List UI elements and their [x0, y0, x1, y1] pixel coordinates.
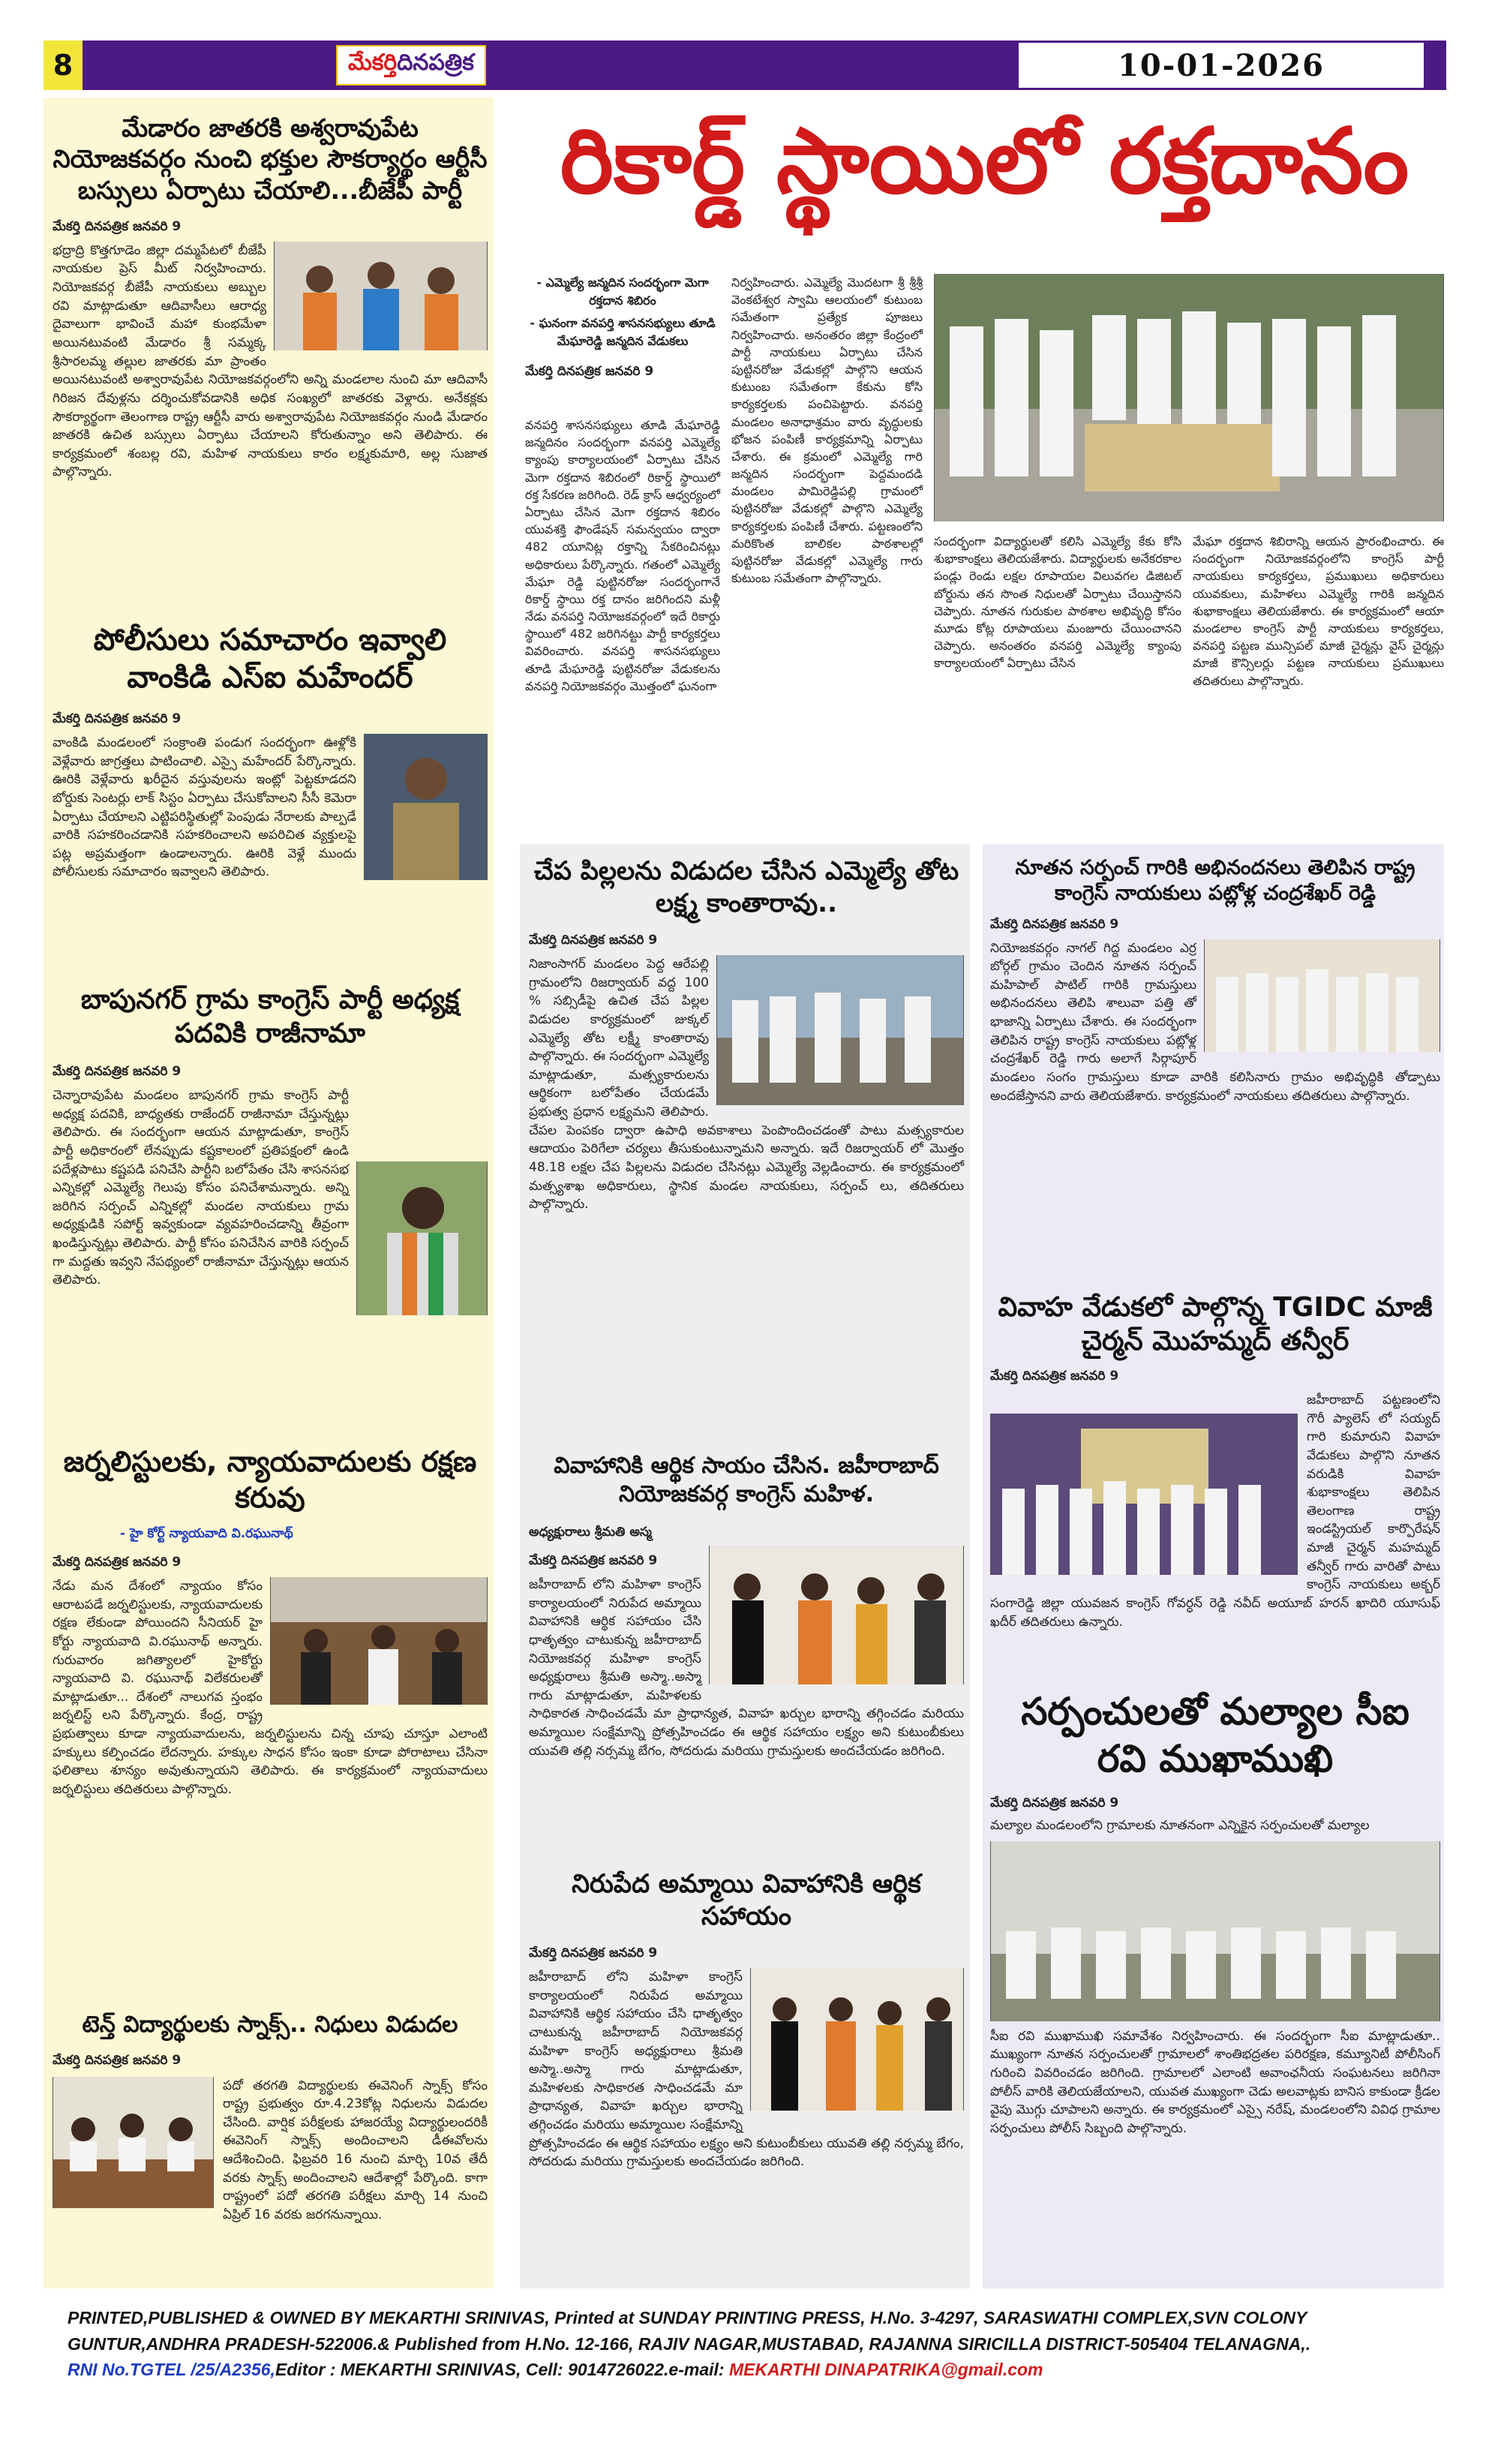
story-fish-headline: చేప పిల్లలను విడుదల చేసిన ఎమ్మెల్యే తోట లక్ష్మ కాంతారావు..: [533, 856, 959, 918]
main-body-col4: మేఘా రక్తదాన శిబిరాన్ని ఆయన ప్రారంభించారు. ఈ సందర్భంగా నియోజకవర్గంలోని కాంగ్రెస్ పార్టీ నాయకులు కార్యకర్తలు, ప్రముఖులు అధికారులు యువకులు, మహిళలు ఎమ్మెల్యే గారికి జన్మదిన శుభాకాంక్షలు తెలియజేశారు. ఈ కార్యక్రమంలో ఆయా మండలాల కాంగ్రెస్ పార్టీ నాయకులు కార్యకర్తలు, వనపర్తి పట్టణ మున్సిపల్ మాజీ చైర్మన్లు వైస్ చైర్మన్లు మాజీ కౌన్సిలర్లు పట్టణ నాయకులు ప్రముఖులు తదితరులు పాల్గొన్నారు.: [1193, 534, 1444, 688]
story-journalists-photo: [270, 1577, 488, 1705]
story-fish-photo: [716, 955, 964, 1105]
masthead-left: మేకర్తి: [348, 50, 398, 76]
story-medaram-headline: మేడారం జాతరకి అశ్వరావుపేట నియోజకవర్గం నుంచి భక్తుల సౌకర్యార్థం ఆర్టీసీ బస్సులు ఏర్పాటు చేయాలి...బీజేపీ పార్టీ: [53, 113, 488, 205]
story-tgidc-body: జహీరాబాద్ పట్టణంలోని గౌరీ ప్యాలెస్ లో సయ్యద్ గారి కుమారుని వివాహ వేడుకలు పాల్గొని నూతన వరుడికి వివాహ శుభాకాంక్షలు తెలిపిన తెలంగాణ రాష్ట్ర ఇండస్ట్రియల్ కార్పొరేషన్ మాజీ చైర్మన్ మహమ్మద్ తన్వీర్ గారు వారితో పాటు కాంగ్రెస్ నాయకులు అక్బర్ సంగారెడ్డి జిల్లా యువజన కాంగ్రెస్ గోవర్ధన్ రెడ్డి నవీద్ అయూబ్ హరన్ ఖాదిరి యూసుఫ్ ఖదీర్ తదితరులు ఉన్నారు.: [990, 1393, 1440, 1630]
imprint-line-3: [68, 2357, 1425, 2383]
story-marriage-aid-headline: వివాహానికి ఆర్థిక సాయం చేసిన. జహీరాబాద్ నియోజకవర్గ కాంగ్రెస్ మహిళ.: [554, 1453, 939, 1507]
photo-placeholder-icon: [53, 2077, 213, 2208]
story-tgidc: [990, 1291, 1440, 1631]
imprint-line-1: PRINTED,PUBLISHED & OWNED BY MEKARTHI SRINIVAS, Printed at SUNDAY PRINTING PRESS, H.No. 3-4297, SARASWATHI COMPLEX,SVN COLONY: [68, 2308, 1307, 2327]
story-marriage-aid-photo: [709, 1546, 964, 1684]
story-medaram-byline: మేకర్తి దినపత్రిక జనవరి 9: [53, 218, 182, 234]
story-poor-girl-photo: [750, 1968, 964, 2111]
story-marriage-aid-byline: మేకర్తి దినపత్రిక జనవరి 9: [529, 1553, 658, 1568]
photo-placeholder-icon: [991, 1414, 1297, 1575]
photo-placeholder-icon: [991, 1841, 1439, 2021]
story-ci-ravi-byline: మేకర్తి దినపత్రిక జనవరి 9: [990, 1795, 1119, 1810]
story-marriage-aid-body: జహీరాబాద్ లోని మహిళా కాంగ్రెస్ కార్యాలయంలో నిరుపేద అమ్మాయి వివాహానికి ఆర్థిక సహాయం చేసి ధాతృత్వం చాటుకున్న జహీరాబాద్ నియోజకవర్గ మహిళా కాంగ్రెస్ అధ్యక్షురాలు శ్రీమతి అస్మా..అస్మా గారు మాట్లాడుతూ, మహిళలకు సాధికారత సాధించడమే మా ప్రాధాన్యత, వివాహ ఖర్చుల భారాన్ని తగ్గించడం మరియు అమ్మాయిల సంక్షేమాన్ని ప్రోత్సహించడం ఈ ఆర్థిక సహాయం లక్ష్యం అని కుటుంబీకులు యువతి తల్లి నర్సమ్మ బేగం, సోదరుడు మరియు గ్రామస్తులకు అందచేయడం జరిగింది.: [529, 1577, 964, 1759]
story-journalists: [53, 1444, 488, 1799]
story-police: [53, 621, 488, 886]
main-headline: రికార్డ్ స్థాయిలో రక్తదానం: [560, 110, 1409, 214]
masthead-logo: [336, 45, 486, 86]
masthead-right: దినపత్రిక: [397, 50, 474, 76]
story-tgidc-byline: మేకర్తి దినపత్రిక జనవరి 9: [990, 1369, 1119, 1384]
story-marriage-aid: [529, 1452, 964, 1760]
story-medaram: [53, 113, 488, 482]
story-sarpanch-greetings-body: నియోజకవర్గం నాగల్ గిద్ద మండలం ఎర్ర బోర్గల్ గ్రామం చెందిన నూతన సర్పంచ్ మహిపాల్ పాటిల్ గారికి గ్రామస్తులు అభినందనలు తెలిపి శాలువా పత్తి తో భాజాన్ని ఏర్పాటు చేశారు. ఈ సందర్భంగా తెలిపిన రాష్ట్ర కాంగ్రెస్ నాయకులు పట్లోళ్ల చంద్రశేఖర్ రెడ్డి గారు అలాగే సిర్గాపూర్ మండలం సంగం గ్రామస్తులు కూడా వారికి కలిసినారు గ్రామం అభివృద్ధికి తోడ్పాటు అందజేస్తానని వారు తెలియజేశారు. కార్యక్రమంలో నాయకులు తదితరులు పాల్గొన్నారు.: [990, 940, 1440, 1104]
story-medaram-photo: [274, 242, 488, 350]
story-journalists-byline: మేకర్తి దినపత్రిక జనవరి 9: [53, 1555, 182, 1570]
rni-number: RNI No.TGTEL /25/A2356,: [68, 2360, 275, 2379]
story-ci-ravi-lead: మల్యాల మండలంలోని గ్రామాలకు నూతనంగా ఎన్నికైన సర్పంచులతో మల్యాల: [990, 1818, 1370, 1833]
story-ci-ravi-headline: సర్పంచులతో మల్యాల సీఐ రవి ముఖాముఖి: [1021, 1690, 1409, 1780]
story-sarpanch-greetings-photo: [1204, 939, 1440, 1052]
story-tgidc-headline: వివాహ వేడుకలో పాల్గొన్న TGIDC మాజీ చైర్మన్ మొహమ్మద్ తన్వీర్: [998, 1292, 1433, 1357]
story-fish-byline: మేకర్తి దినపత్రిక జనవరి 9: [529, 933, 658, 948]
main-body-col3: సందర్భంగా విద్యార్థులతో కలిసి ఎమ్మెల్యే కేకు కోసి శుభాకాంక్షలు తెలియజేశారు. విద్యార్థులకు అనేకరకాల పండ్లు రెండు లక్షల రూపాయల విలువగల డిజిటల్ బోర్డును తన సొంత నిధులతో ఏర్పాటు చేయిస్తానని చెప్పారు. నూతన గురుకుల పాఠశాల అభివృద్ధి కోసం మూడు కోట్ల రూపాయలు మంజూరు చేయించానని చెప్పారు. అనంతరం వనపర్తి ఎమ్మెల్యే క్యాంపు కార్యాలయంలో ఏర్పాటు చేసిన: [934, 534, 1181, 671]
story-medaram-body: భద్రాద్రి కొత్తగూడెం జిల్లా దమ్మపేటలో బీజేపీ నాయకుల ప్రెస్ మీట్ నిర్వహించారు. నియోజకవర్గ బీజేపీ నాయకులు అబ్బుల రవి మాట్లాడుతూ ఆదివాసీలు ఆరాధ్య దైవాలుగా భావించే మహా కుంభమేళా అయినటువంటి మేడారం శ్రీ సమ్మక్క శ్రీసారలమ్మ తల్లుల జాతరకు మా ప్రాంతం అయినటువంటి అశ్వారావుపేట నియోజకవర్గంలోని అన్ని మండలాల నుంచి మా ఆదివాసీ గిరిజన దేవుళ్లను దర్శించుకోవడానికి అధిక సంఖ్యలో జాతరకు వెళ్లారు. అనేకక్లకు సౌకర్యార్థంగా తెలంగాణ రాష్ట్ర ఆర్టీసీ వారు అశ్వారావుపేట నియోజకవర్గం నుండి మేడారం జాతరకి ఉచిత బస్సులు ఏర్పాటు చేయాలని కోరుతున్నాం అని తెలిపారు. ఈ కార్యక్రమంలో శంబల్ల రవి, మహిళ నాయకులు కారం లక్ష్మకుమారి, అల్ల సుజాత పాల్గొన్నారు.: [53, 242, 488, 480]
imprint-footer: [68, 2305, 1425, 2383]
story-snacks-headline: టెన్త్ విద్యార్థులకు స్నాక్స్.. నిధులు విడుదల: [82, 2012, 458, 2038]
main-body-col1: వనపర్తి శాసనసభ్యులు తూడి మేఘారెడ్డి జన్మదినం సందర్భంగా వనపర్తి ఎమ్మెల్యే క్యాంపు కార్యాలయంలో ఏర్పాటు చేసిన మెగా రక్తదాన శిబిరంలో రికార్డ్ స్థాయిలో రక్త సేకరణ జరిగింది. రెడ్ క్రాస్ ఆధ్వర్యంలో ఏర్పాటు చేసిన మెగా రక్తదాన శిబిరం యువశక్తి ఫౌండేషన్ సమన్వయం ద్వారా 482 యూనిట్ల రక్తాన్ని సేకరించినట్లు అధికారులు పేర్కొన్నారు. గతంలో ఎమ్మెల్యే మేఘా రెడ్డి పుట్టినరోజు సందర్భంగానే రికార్డ్ స్థాయి రక్త దానం జరిగిందని మళ్లీ నేడు వనపర్తి నియోజకవర్గంలో ఇదే రికార్డు స్థాయిలో 482 జరిగినట్టు పార్టీ కార్యకర్తలు వివరించారు. వనపర్తి శాసనసభ్యులు తూడి మేఘారెడ్డి పుట్టినరోజు వేడుకలను వనపర్తి నియోజకవర్గం మొత్తంలో ఘనంగా: [525, 418, 720, 693]
story-journalists-sub: - హై కోర్ట్ న్యాయవాది వి.రఘునాథ్: [120, 1526, 293, 1541]
story-snacks-byline: మేకర్తి దినపత్రిక జనవరి 9: [53, 2052, 182, 2068]
main-byline: మేకర్తి దినపత్రిక జనవరి 9: [525, 364, 654, 379]
story-sarpanch-greetings-headline: నూతన సర్పంచ్ గారికి అభినందనలు తెలిపిన రాష్ట్ర కాంగ్రెస్ నాయకులు పట్లోళ్ల చంద్రశేఖర్ రెడ్డి: [1015, 856, 1415, 905]
story-poor-girl-body: జహీరాబాద్ లోని మహిళా కాంగ్రెస్ కార్యాలయంలో నిరుపేద అమ్మాయి వివాహానికి ఆర్థిక సహాయం చేసి ధాతృత్వం చాటుకున్న జహీరాబాద్ నియోజకవర్గ మహిళా కాంగ్రెస్ అధ్యక్షురాలు శ్రీమతి అస్మా..అస్మా గారు మాట్లాడుతూ, మహిళలకు సాధికారత సాధించడమే మా ప్రాధాన్యత, వివాహ ఖర్చుల భారాన్ని తగ్గించడం మరియు అమ్మాయిల సంక్షేమాన్ని ప్రోత్సహించడం ఈ ఆర్థిక సహాయం లక్ష్యం అని కుటుంబీకులు యువతి తల్లి నర్సమ్మ బేగం, సోదరుడు మరియు గ్రామస్తులకు అందచేయడం జరిగింది.: [529, 1970, 964, 2170]
email-address[interactable]: MEKARTHI DINAPATRIKA@gmail.com: [728, 2360, 1043, 2379]
story-bapunagar: [53, 983, 488, 1321]
story-police-byline: మేకర్తి దినపత్రిక జనవరి 9: [53, 711, 182, 726]
story-snacks-body: పదో తరగతి విద్యార్థులకు ఈవెనింగ్ స్నాక్స్ కోసం రాష్ట్ర ప్రభుత్వం రూ.4.23కోట్ల నిధులను విడుదల చేసింది. వార్షిక పరీక్షలకు హాజరయ్యే విద్యార్థులందరికీ ఈవెనింగ్ స్నాక్స్ అందించాలని డీఈవోలను ఆదేశించింది. ఫిబ్రవరి 16 నుంచి మార్చి 10వ తేదీ వరకు స్నాక్స్ అందించాలని ఆదేశాల్లో పేర్కొంది. కాగా రాష్ట్రంలో పదో తరగతి పరీక్షలు మార్చి 14 నుంచి ఏప్రిల్ 16 వరకు జరగనున్నాయి.: [223, 2078, 488, 2222]
main-body-col2: నిర్వహించారు. ఎమ్మెల్యే మొదటగా శ్రీ శ్రీశ్రీ వెంకటేశ్వర స్వామి ఆలయంలో కుటుంబ సమేతంగా ప్రత్యేక పూజలు నిర్వహించారు. అనంతరం జిల్లా కేంద్రంలో పార్టీ నాయకులు ఏర్పాటు చేసిన పుట్టినరోజు వేడుకల్లో పాల్గొని ఆయన కుటుంబ సమేతంగా కేకును కోసి కార్యకర్తలకు పంచిపెట్టారు. వనపర్తి మండలం అనాధాశ్రమం వారు వృద్ధులకు భోజన పంపిణీ కార్యక్రమాన్ని ఏర్పాటు చేశారు. ఈ క్రమంలో ఎమ్మెల్యే గారి జన్మదిన సందర్భంగా పెద్దమందడి మండలం పామిరెడ్డిపల్లి గ్రామంలో పుట్టినరోజు వేడుకల్లో పాల్గొని ఎమ్మెల్యే కార్యకర్తలకు పంపిణీ చేశారు. పట్టణంలోని మరికొంత బాలికల పాఠశాలల్లో పుట్టినరోజు వేడుకల్లో ఎమ్మెల్యే గారు కుటుంబ సమేతంగా పాల్గొన్నారు.: [731, 275, 923, 586]
photo-placeholder-icon: [717, 955, 963, 1105]
story-journalists-headline: జర్నలిస్టులకు, న్యాయవాదులకు రక్షణ కరువు: [63, 1445, 477, 1514]
story-fish-body: నిజాంసాగర్ మండలం పెద్ద ఆరేపల్లి గ్రామంలోని రిజర్వాయర్ వద్ద 100 % సబ్సిడీపై ఉచిత చేప పిల్లల విడుదల కార్యక్రమంలో జుక్కల్ ఎమ్మెల్యే తోట లక్ష్మీ కాంతారావు పాల్గొన్నారు. ఈ సందర్భంగా ఎమ్మెల్యే మాట్లాడుతూ, మత్స్యకారులను ఆర్థికంగా బలోపేతం చేయడమే ప్రభుత్వ ప్రధాన లక్ష్యమని తెలిపారు. చేపల పెంపకం ద్వారా ఉపాధి అవకాశాలు పెంపొందించడంతో పాటు మత్స్యకారుల ఆదాయం పెరిగేలా చర్యలు తీసుకుంటున్నామని అన్నారు. ఇదే రిజర్వాయర్ లో మొత్తం 48.18 లక్షల చేప పిల్లలను విడుదల చేసినట్లు ఎమ్మెల్యే వెల్లడించారు. ఈ కార్యక్రమంలో మత్స్యశాఖ అధికారులు, స్థానిక మండల నాయకులు, సర్పంచ్ లు, తదితరులు పాల్గొన్నారు.: [529, 957, 964, 1212]
story-marriage-aid-sub: అధ్యక్షురాలు శ్రీమతి అస్మ: [529, 1525, 652, 1540]
photo-placeholder-icon: [275, 242, 487, 350]
story-poor-girl-byline: మేకర్తి దినపత్రిక జనవరి 9: [529, 1946, 658, 1961]
photo-placeholder-icon: [365, 734, 487, 880]
story-ci-ravi: [990, 1688, 1440, 2138]
story-police-body: వాంకిడి మండలంలో సంక్రాంతి పండుగ సందర్భంగా ఊళ్లోకి వెళ్లేవారు జాగ్రత్తలు పాటించాలి. ఎస్సై మహేందర్ పేర్కొన్నారు. ఊరికి వెళ్లేవారు ఖరీదైన వస్తువులను ఇంట్లో పెట్టకూడదని బోర్డుకు సెంటర్లు లాక్ సిస్టం ఏర్పాటు చేసుకోవాలని సీసీ కెమెరా ఏర్పాటు చేయాలని ఎట్టిపరిస్థితుల్లో పెంపుడు నేరాలకు పాల్పడే వారికి సహకరించడానికి సహకరించాలని అపరిచిత వ్యక్తులపై పట్ల అప్రమత్తంగా ఉండాలన్నారు. ఊరికి వెళ్లే ముందు పోలీసులకు సమాచారం ఇవ్వాలని తెలిపారు.: [53, 735, 356, 880]
main-sub1: - ఎమ్మెల్యే జన్మదిన సందర్భంగా మెగా రక్తదాన శిబిరం: [536, 275, 709, 308]
story-police-photo: [364, 734, 488, 880]
header-bar: [44, 41, 1019, 90]
story-poor-girl: [529, 1868, 964, 2171]
photo-placeholder-icon: [751, 1968, 963, 2111]
story-sarpanch-greetings: [990, 855, 1440, 1105]
story-ci-ravi-body: సీఐ రవి ముఖాముఖి సమావేశం నిర్వహించారు. ఈ సందర్భంగా సీఐ మాట్లాడుతూ.. ముఖ్యంగా నూతన సర్పంచులతో గ్రామాలలో శాంతిభద్రతల పరిరక్షణ, కమ్యూనిటీ పోలీసింగ్ గురించి వివరించడం జరిగింది. గ్రామాలలో ఎలాంటి అవాంఛనీయ సంఘటనలు జరిగినా పోలీస్ వారికి తెలియజేయాలని, యువత ముఖ్యంగా చెడు అలవాట్లకు బానిస కాకుండా క్రీడల వైపు మొగ్గు చూపాలని అన్నారు. ఈ కార్యక్రమంలో ఎస్సై నరేష్, మండలంలోని వివిధ గ్రామాల సర్పంచులు పోలీస్ సిబ్బంది పాల్గొన్నారు.: [990, 2028, 1440, 2136]
editor-info: Editor : MEKARTHI SRINIVAS, Cell: 9014726022.e-mail:: [275, 2360, 729, 2379]
story-bapunagar-byline: మేకర్తి దినపత్రిక జనవరి 9: [53, 1064, 182, 1079]
story-bapunagar-headline: బాపునగర్ గ్రామ కాంగ్రెస్ పార్టీ అధ్యక్ష పదవికి రాజీనామా: [80, 984, 460, 1049]
imprint-line-2: GUNTUR,ANDHRA PRADESH-522006.& Published from H.No. 12-166, RAJIV NAGAR,MUSTABAD, RAJANNA SIRICILLA DISTRICT-505404 TELANAGNA,.: [68, 2333, 1311, 2354]
story-ci-ravi-photo: [990, 1841, 1440, 2021]
photo-placeholder-icon: [357, 1161, 487, 1315]
photo-placeholder-icon: [1205, 939, 1439, 1052]
page-number: 8: [44, 41, 83, 90]
main-story-subtitles: [525, 274, 720, 382]
story-tgidc-photo: [990, 1414, 1298, 1575]
story-police-headline: పోలీసులు సమాచారం ఇవ్వాలి వాంకిడి ఎస్ఐ మహేందర్: [93, 623, 447, 695]
photo-placeholder-icon: [271, 1577, 487, 1705]
story-fish: [529, 855, 964, 1214]
photo-placeholder-icon: [935, 274, 1443, 521]
story-poor-girl-headline: నిరుపేద అమ్మాయి వివాహానికి ఆర్థిక సహాయం: [572, 1869, 921, 1931]
photo-placeholder-icon: [710, 1546, 963, 1684]
blood-donation-photo: [934, 274, 1444, 521]
story-snacks-photo: [53, 2077, 214, 2208]
header-bar-end: [1424, 41, 1446, 90]
story-bapunagar-body: చెన్నారావుపేట మండలం బాపునగర్ గ్రామ కాంగ్రెస్ పార్టీ అధ్యక్ష పదవికి, బాధ్యతకు రాజేందర్ రాజీనామా చేస్తున్నట్లు తెలిపారు. ఈ సందర్భంగా ఆయన మాట్లాడుతూ, కాంగ్రెస్ పార్టీ అధికారంలో లేనప్పుడు కష్టకాలంలో ప్రతిపక్షంలో ఉండి పదేళ్లపాటు కష్టపడి పనిచేసి పార్టీని బలోపేతం చేసి శాసనసభ ఎన్నికల్లో ఎమ్మెల్యే గెలుపు కోసం పనిచేశామన్నారు. అన్ని జరిగిన సర్పంచ్ ఎన్నికల్లో మండల నాయకులు గ్రామ అధ్యక్షుడికి సపోర్ట్ ఇవ్వకుండా వ్యవహరించడాన్ని తీవ్రంగా ఖండిస్తున్నట్లు తెలిపారు. పార్టీ కోసం పనిచేసిన వారికి సర్పంచ్ గా మద్దతు ఇవ్వని నేపథ్యంలో రాజీనామా చేస్తున్నట్లు ఆయన తెలిపారు.: [53, 1088, 349, 1288]
story-journalists-body: నేడు మన దేశంలో న్యాయం కోసం ఆరాటపడే జర్నలిస్టులకు, న్యాయవాదులకు రక్షణ లేకుండా పోయిందని సీనియర్ హై కోర్టు న్యాయవాది వి.రఘునాథ్ అన్నారు. గురువారం జగిత్యాలలో హైకోర్టు న్యాయవాది వి. రఘునాథ్ విలేకరులతో మాట్లాడుతూ... దేశంలో నాలుగవ స్తంభం జర్నలిస్ట్ లని పేర్కొన్నారు. కేంద్ర, రాష్ట్ర ప్రభుత్వాలు కూడా న్యాయవాదులను, జర్నలిస్టులను చిన్న చూపు చూస్తూ ఎలాంటి హక్కులు కల్పించడం లేదన్నారు. హక్కుల సాధన కోసం ఇంకా కూడా పోరాటాలు చేసినా ఫలితాలు శూన్యం అవుతున్నాయని తెలిపారు. ఈ కార్యక్రమంలో న్యాయవాదులు జర్నలిస్టులు తదితరులు పాల్గొన్నారు.: [53, 1579, 488, 1798]
story-snacks: [53, 2011, 488, 2225]
issue-date: 10-01-2026: [1019, 41, 1424, 90]
story-bapunagar-photo: [356, 1161, 488, 1315]
story-sarpanch-greetings-byline: మేకర్తి దినపత్రిక జనవరి 9: [990, 916, 1119, 932]
main-sub2: - ఘనంగా వనపర్తి శాసనసభ్యులు తూడి మేఘారెడ్డి జన్మదిన వేడుకలు: [530, 316, 716, 348]
page-header: [44, 41, 1446, 90]
